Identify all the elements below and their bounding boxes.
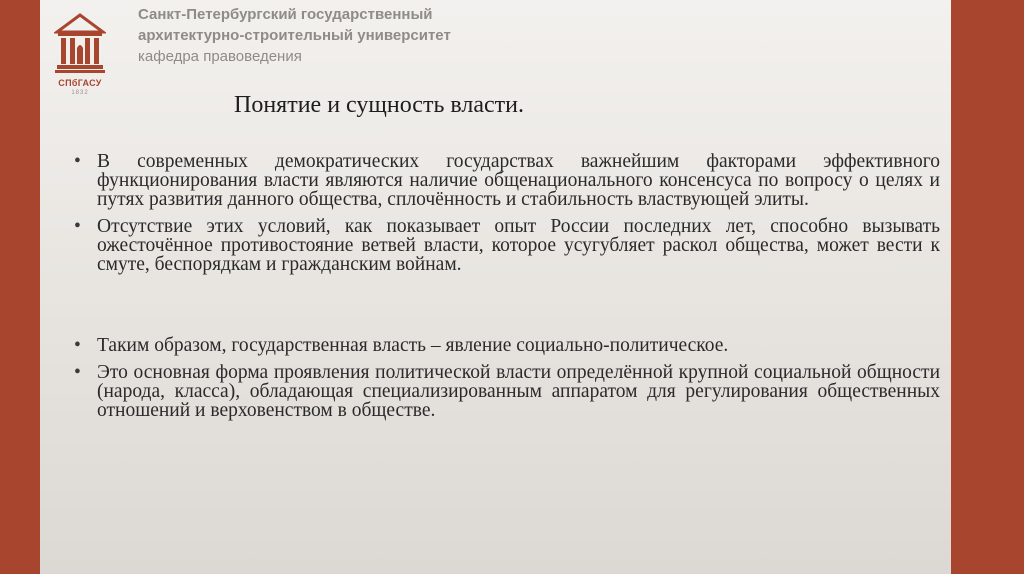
bullet-item: • В современных демократических государствах важнейшим факторами эффективного функционирования власти являются наличие общенационального консенсуса по вопросу о целях и путях развития данного общества, сплочённость и стабильность властвующей элиты. xyxy=(70,152,940,209)
university-logo xyxy=(54,12,106,96)
org-name-line1: Санкт-Петербургский государственный xyxy=(138,6,433,23)
slide-title: Понятие и сущность власти. xyxy=(234,92,525,118)
logo-year: 1832 xyxy=(71,90,89,96)
org-name-line2: архитектурно-строительный университет xyxy=(138,27,451,44)
bullet-item: • Это основная форма проявления политической власти определённой крупной социальной общности (народа, класса), обладающая специализированным аппаратом для регулирования общественных отношений и верховенством в обществе. xyxy=(70,363,940,420)
university-building-icon xyxy=(54,12,106,76)
slide xyxy=(40,0,951,574)
department-name: кафедра правоведения xyxy=(138,48,302,65)
organization-header xyxy=(138,4,451,67)
bullet-item: • Отсутствие этих условий, как показывает опыт России последних лет, способно вызывать ожесточённое противостояние ветвей власти, которое усугубляет раскол общества, может вести к смуте, беспорядкам и гражданским войнам. xyxy=(70,217,940,274)
bullet-list xyxy=(70,152,940,420)
logo-text: СПбГАСУ xyxy=(58,78,102,88)
bullet-item: • Таким образом, государственная власть – явление социально-политическое. xyxy=(70,336,940,355)
